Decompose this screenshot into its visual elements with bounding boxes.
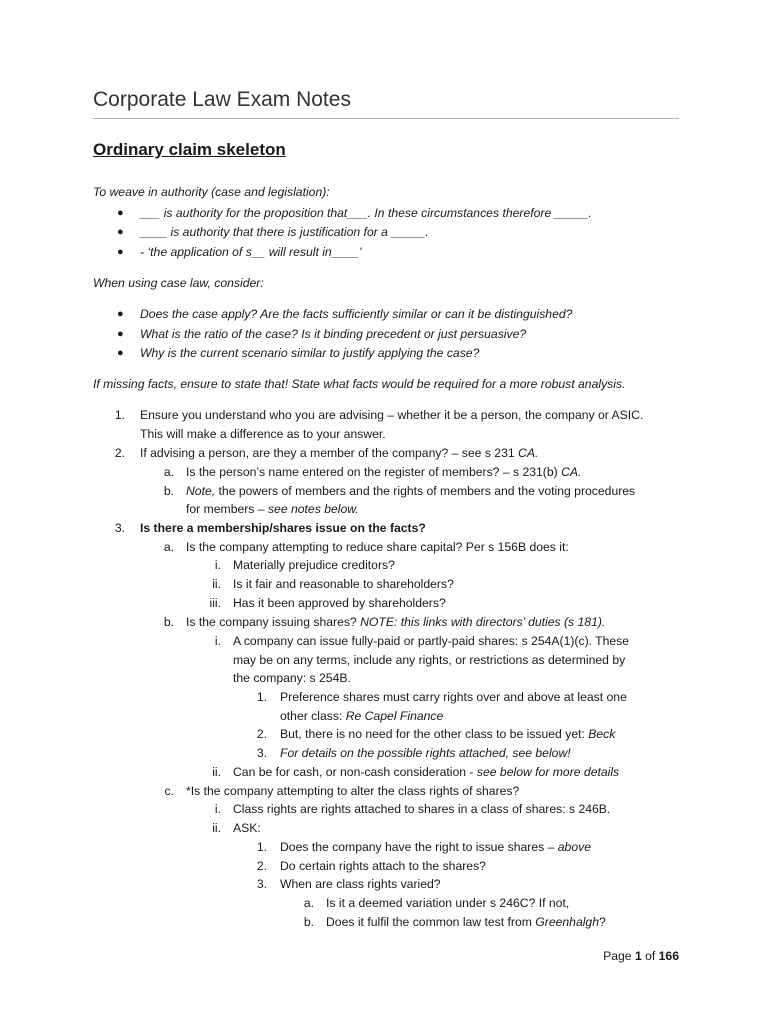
list-letter: c. <box>164 784 174 798</box>
authority-intro: To weave in authority (case and legislation): <box>93 185 330 199</box>
step-text-body: If advising a person, are they a member of the company? – see s 231 <box>140 446 519 460</box>
roman-item-text: Has it been approved by shareholders? <box>233 596 446 610</box>
bullet-icon: ● <box>117 226 124 238</box>
sub-step-text <box>186 501 359 517</box>
case-reference: Beck <box>588 727 616 741</box>
list-roman: ii. <box>212 821 221 835</box>
page-number-footer <box>560 948 679 964</box>
sub-step-body: Is the person’s name entered on the register of members? – s 231(b) <box>186 465 562 479</box>
sub-step-body: the powers of members and the rights of members and the voting procedures <box>215 484 636 498</box>
list-roman: ii. <box>212 765 221 779</box>
roman-item-text: Materially prejudice creditors? <box>233 558 395 572</box>
cross-reference: see below for more details <box>476 765 620 779</box>
level4-body: other class: <box>280 709 346 723</box>
list-number: 2. <box>256 859 267 873</box>
list-number: 3. <box>114 521 125 535</box>
list-number: 2. <box>256 727 267 741</box>
step-text: This will make a difference as to your answer. <box>140 427 386 441</box>
list-roman: i. <box>214 802 221 816</box>
roman-item-text: A company can issue fully-paid or partly-paid shares: s 254A(1)(c). These <box>233 634 630 648</box>
case-law-bullet: What is the ratio of the case? Is it binding precedent or just persuasive? <box>140 327 527 341</box>
title-divider <box>93 118 679 119</box>
level4-body: But, there is no need for the other class to be issued yet: <box>280 727 589 741</box>
level4-text: Do certain rights attach to the shares? <box>280 859 486 873</box>
authority-bullet: ___ is authority for the proposition that___. In these circumstances therefore _____. <box>140 206 592 220</box>
list-roman: ii. <box>212 577 221 591</box>
missing-facts-note: If missing facts, ensure to state that! State what facts would be required for a more robust analysis. <box>93 377 626 391</box>
roman-item-body: Can be for cash, or non-cash consideration - <box>233 765 477 779</box>
sub-step-text: *Is the company attempting to alter the class rights of shares? <box>186 784 520 798</box>
authority-bullet: - ‘the application of s__ will result in____’ <box>140 245 362 259</box>
list-number: 2. <box>114 446 125 460</box>
roman-item-text: Class rights are rights attached to shares in a class of shares: s 246B. <box>233 802 611 816</box>
case-law-bullet: Why is the current scenario similar to justify applying the case? <box>140 346 480 360</box>
step-text <box>140 445 538 461</box>
list-letter: b. <box>163 615 174 629</box>
sub-step-text <box>186 614 605 630</box>
case-law-intro: When using case law, consider: <box>93 276 264 290</box>
level4-body: Does the company have the right to issue shares – <box>280 840 558 854</box>
level5-text <box>326 914 606 930</box>
step-heading: Is there a membership/shares issue on the facts? <box>140 521 426 535</box>
level4-text: Preference shares must carry rights over and above at least one <box>280 690 627 704</box>
level4-text <box>280 726 615 742</box>
step-text: Ensure you understand who you are advising – whether it be a person, the company or ASIC. <box>140 408 644 422</box>
sub-step-text <box>186 464 581 480</box>
cross-reference: above <box>557 840 591 854</box>
list-letter: a. <box>303 896 314 910</box>
total-pages: 166 <box>658 949 679 963</box>
authority-bullet: ____ is authority that there is justification for a _____. <box>140 225 429 239</box>
bullet-icon: ● <box>117 207 124 219</box>
act-reference: CA. <box>518 446 539 460</box>
level4-text: For details on the possible rights attached, see below! <box>280 746 571 760</box>
list-number: 3. <box>256 746 267 760</box>
current-page: 1 <box>634 949 642 963</box>
list-number: 3. <box>256 877 267 891</box>
case-reference: Greenhalgh <box>535 915 599 929</box>
roman-item-text: Is it fair and reasonable to shareholders? <box>233 577 454 591</box>
list-number: 1. <box>114 408 125 422</box>
sub-step-body: for members – <box>186 502 268 516</box>
level4-text <box>280 708 443 724</box>
list-roman: i. <box>214 634 221 648</box>
list-number: 1. <box>256 690 267 704</box>
section-heading: Ordinary claim skeleton <box>93 140 286 159</box>
bullet-icon: ● <box>117 347 124 359</box>
roman-item-text <box>233 764 619 780</box>
list-letter: a. <box>163 465 174 479</box>
list-letter: b. <box>163 484 174 498</box>
level4-text <box>280 839 591 855</box>
sub-step-body: Is the company issuing shares? <box>186 615 361 629</box>
punctuation: ? <box>599 915 606 929</box>
sub-step-text <box>186 483 635 499</box>
list-roman: iii. <box>209 596 221 610</box>
roman-item-text: may be on any terms, include any rights, or restrictions as determined by <box>233 653 626 667</box>
bullet-icon: ● <box>117 328 124 340</box>
footer-prefix: Page <box>603 949 635 963</box>
case-law-bullet: Does the case apply? Are the facts sufficiently similar or can it be distinguished? <box>140 307 573 321</box>
list-letter: a. <box>163 540 174 554</box>
level4-text: When are class rights varied? <box>280 877 441 891</box>
note-lead: Note, <box>186 484 216 498</box>
bullet-icon: ● <box>117 246 124 258</box>
roman-item-text: ASK: <box>233 821 261 835</box>
document-title: Corporate Law Exam Notes <box>93 88 351 111</box>
footer-of: of <box>641 949 659 963</box>
roman-item-text: the company: s 254B. <box>233 671 351 685</box>
bullet-icon: ● <box>117 308 124 320</box>
directors-duties-note: NOTE: this links with directors’ duties (s 181). <box>360 615 606 629</box>
list-letter: b. <box>303 915 314 929</box>
case-reference: Re Capel Finance <box>345 709 444 723</box>
list-number: 1. <box>256 840 267 854</box>
level5-body: Does it fulfil the common law test from <box>326 915 536 929</box>
cross-reference: see notes below. <box>267 502 359 516</box>
list-roman: i. <box>214 558 221 572</box>
sub-step-text: Is the company attempting to reduce share capital? Per s 156B does it: <box>186 540 569 554</box>
level5-text: Is it a deemed variation under s 246C? If not, <box>326 896 570 910</box>
act-reference: CA. <box>561 465 582 479</box>
